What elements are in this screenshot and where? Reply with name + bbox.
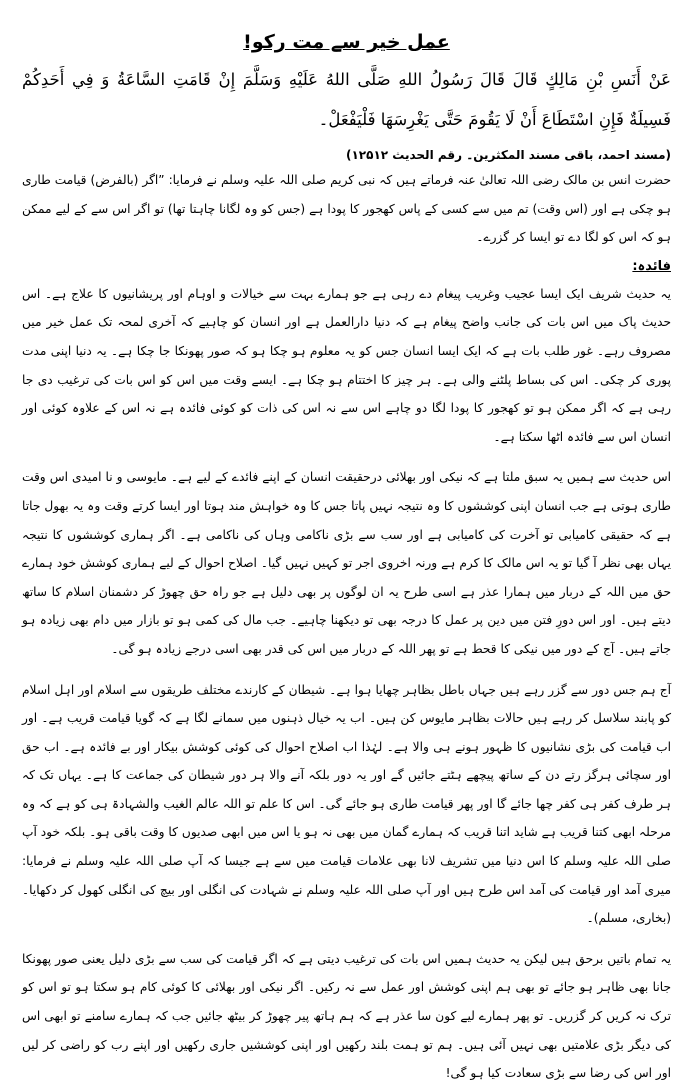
body-paragraph-1: یہ حدیث شریف ایک ایسا عجیب وغریب پیغام دے رہی ہے جو ہمارے بہت سے خیالات و اوہام اور پریشانیوں کا علاج ہے۔ اس حدیث پاک میں اس بات کی جانب واضح پیغام ہے کہ دنیا دارالعمل ہے اور انسان کو چاہیے کہ آخری لمحہ تک عمل خیر میں مصروف رہے۔ غور طلب بات ہے کہ ایک ایسا انسان جس کو یہ معلوم ہو چکا ہو کہ صور پھونکا جا چکا ہے۔ یہ دنیا اپنی مدت پوری کر چکی۔ اس کی بساط پلٹنے والی ہے۔ ہر چیز کا اختتام ہو چکا ہے۔ ایسے وقت میں اس کو اس بات کی ترغیب دی جا رہی ہے کہ اگر ممکن ہو تو کھجور کا پودا لگا دو چاہے اس سے نہ اس کی ذات کو کوئی فائدہ ہے نہ اس کے علاوہ کوئی اور انسان اس سے فائدہ اٹھا سکتا ہے۔: [22, 286, 671, 444]
body-paragraph-2: اس حدیث سے ہمیں یہ سبق ملتا ہے کہ نیکی اور بھلائی درحقیقت انسان کے اپنے فائدے کے لیے ہے۔ مایوسی و نا امیدی اس وقت طاری ہوتی ہے جب انسان اپنی کوششوں کا وہ نتیجہ نہیں پاتا جس کا وہ خواہش مند ہوتا اور ایسا کرتے وقت وہ یہ بھول جاتا ہے کہ حقیقی کامیابی تو آخرت کی کامیابی ہے اور سب سے بڑی ناکامی وہاں کی ناکامی ہے۔ اگر ہماری کوششوں کا نتیجہ یہاں بھی نظر آ گیا تو یہ اس مالک کا کرم ہے ورنہ اخروی اجر تو کہیں نہیں گیا۔ اصلاح احوال کے لیے ہماری کوشش خود ہمارے حق میں اللہ کے دربار میں ہمارا عذر ہے اسی طرح یہ ان لوگوں پر بھی دلیل ہے جو راہ حق چھوڑ کر دشمنان اسلام کا ساتھ دیتے ہیں۔ اور اس دورِ فتن میں دین پر عمل کا درجہ بھی تو دیکھنا چاہیے۔ جب مال کی کمی ہو تو بازار میں دام بھی زیادہ ہو جاتے ہیں۔ آج کے دور میں نیکی کا قحط ہے تو پھر اللہ کے دربار میں اس کی قدر بھی اسی درجے زیادہ ہو گی۔: [22, 470, 671, 656]
hadith-translation: حضرت انس بن مالک رضی اللہ تعالیٰ عنہ فرماتے ہیں کہ نبی کریم صلی اللہ علیہ وسلم نے فرمایا: ”اگر (بالفرض) قیامت طاری ہو چکی ہے اور (اس وقت) تم میں سے کسی کے پاس کھجور کا پودا ہے (جس کو وہ لگانا چاہتا تھا) تو اگر اس سے کے لیے ممکن ہو کہ اس کو لگا دے تو ایسا کر گزرے۔: [22, 173, 671, 245]
hadith-arabic-text: عَنْ أَنَسِ بْنِ مَالِكٍ قَالَ قَالَ رَسُولُ اللهِ صَلَّى اللهُ عَلَيْهِ وَسَلَّمَ إِنْ قَامَتِ السَّاعَةُ وَ فِي أَحَدِكُمْ فَسِيلَةٌ فَإِنِ اسْتَطَاعَ أَنْ لَا يَقُومَ حَتَّى يَغْرِسَهَا فَلْيَفْعَلْ۔: [22, 70, 671, 129]
body-paragraph-3: آج ہم جس دور سے گزر رہے ہیں جہاں باطل بظاہر چھایا ہوا ہے۔ شیطان کے کارندے مختلف طریقوں سے اسلام اور اہل اسلام کو پابند سلاسل کر رہے ہیں حالات بظاہر مایوس کن ہیں۔ اب یہ خیال ذہنوں میں سمانے لگا ہے کہ گویا قیامت قریب ہے۔ اور اب قیامت کی بڑی نشانیوں کا ظہور ہونے ہی والا ہے۔ لہٰذا اب اصلاح احوال کی کوئی کوشش بیکار اور بے فائدہ ہے۔ اب حق اور سچائی ہرگز رتے دن کے ساتھ پیچھے ہٹتے جائیں گے اور یہ دور بلکہ آنے والا ہر دور شیطان کی جماعت کا ہے۔ یہاں تک کہ ہر طرف کفر ہی کفر چھا جائے گا اور پھر قیامت طاری ہو جائے گی۔ اس کا علم تو اللہ عالم الغیب والشہادۃ ہی کو ہے کہ وہ مرحلہ ابھی کتنا قریب ہے شاید اتنا قریب کہ ہمارے گمان میں بھی نہ ہو یا اس میں ابھی صدیوں کا وقت باقی ہو۔ بلکہ خود آپ صلی اللہ علیہ وسلم کا اس دنیا میں تشریف لانا بھی علامات قیامت میں سے ہے جیسا کہ آپ صلی اللہ علیہ وسلم نے فرمایا: میری آمد اور قیامت کی آمد اس طرح ہیں اور آپ صلی اللہ علیہ وسلم نے شہادت کی انگلی اور بیچ کی انگلی کھول کر دکھایا۔ (بخاری، مسلم)۔: [22, 682, 671, 926]
benefit-heading: فائدہ:: [632, 258, 671, 274]
body-paragraph-4: یہ تمام باتیں برحق ہیں لیکن یہ حدیث ہمیں اس بات کی ترغیب دیتی ہے کہ اگر قیامت کی سب سے بڑی دلیل یعنی صور پھونکا جانا بھی ظاہر ہو جائے تو بھی ہم اپنی کوشش اور عمل سے نہ رکیں۔ اگر نیکی اور بھلائی کا کوئی کام ہو سکتا ہو تو اس کو ترک نہ کریں کر گزریں۔ تو پھر ہمارے لیے کون سا عذر ہے کہ ہم ہاتھ پیر چھوڑ کر بیٹھ جائیں جب کہ ہمارے سامنے تو ابھی اس کی دیگر بڑی علامتیں بھی نہیں آئی ہیں۔ ہم تو ہمت بلند رکھیں اور اپنی کوششیں جاری رکھیں اور اپنے رب کو راضی کر لیں اور اس کی رضا سے بڑی سعادت کیا ہو گی!: [22, 951, 671, 1081]
hadith-reference: (مسند احمد، باقی مسند المکثرین۔ رقم الحدیث ۱۲۵۱۲): [345, 148, 671, 162]
document-title: عمل خیر سے مت رکو!: [243, 31, 450, 53]
